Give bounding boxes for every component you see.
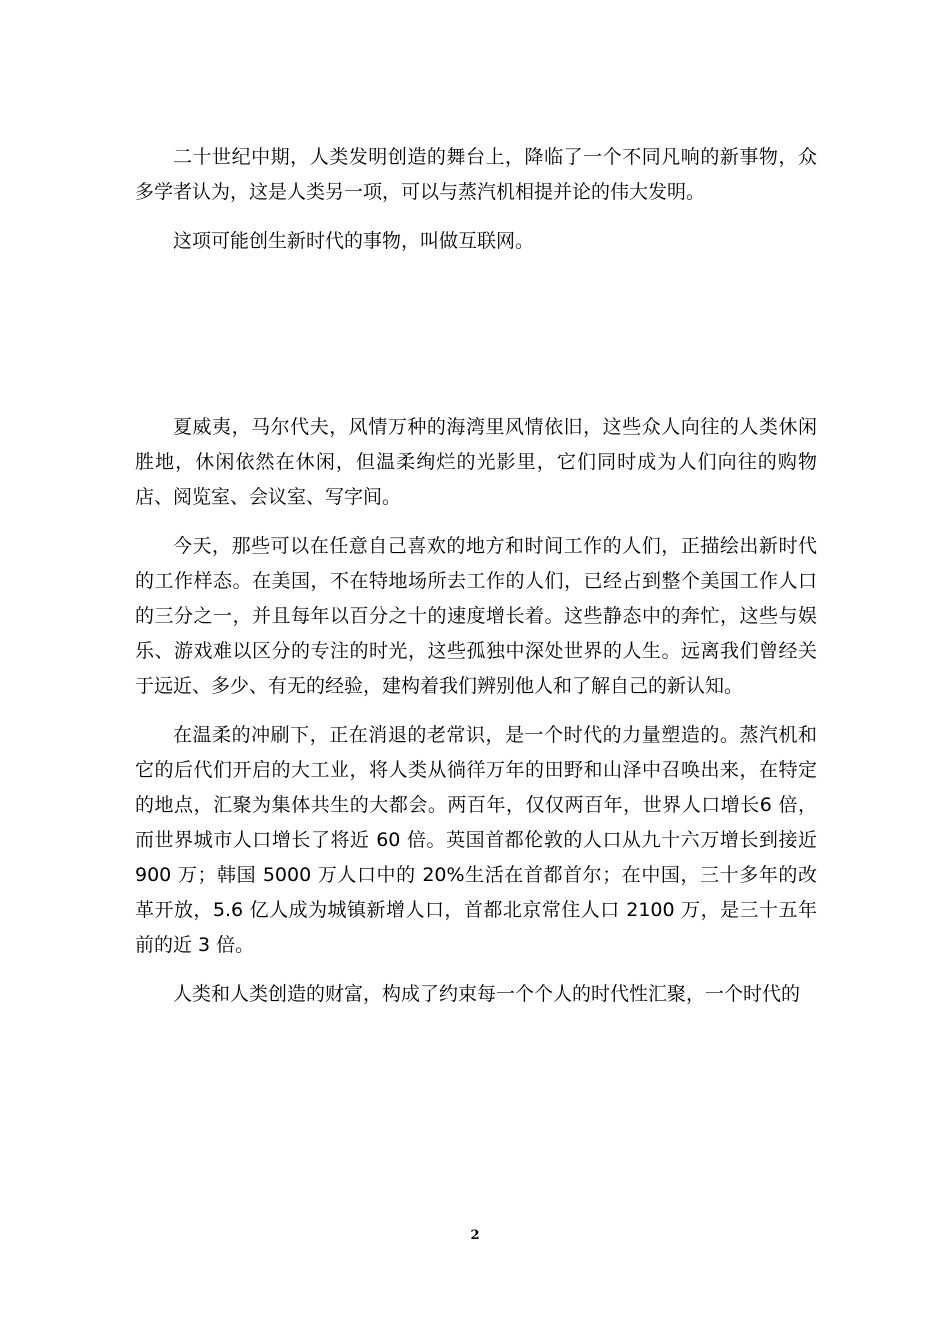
paragraph-4: 今天，那些可以在任意自己喜欢的地方和时间工作的人们，正描绘出新时代的工作样态。在美国，不在特地场所去工作的人们，已经占到整个美国工作人口的三分之一，并且每年以百分之十的速度增长着。这些静态中的奔忙，这些与娱乐、游戏难以区分的专注的时光，这些孤独中深处世界的人生。远离我们曾经关于远近、多少、有无的经验，建构着我们辨别他人和了解自己的新认知。 <box>135 535 817 697</box>
paragraph-6: 人类和人类创造的财富，构成了约束每一个个人的时代性汇聚，一个时代的 <box>173 983 801 1005</box>
paragraph-2: 这项可能创生新时代的事物，叫做互联网。 <box>173 230 535 252</box>
paragraph-5: 在温柔的冲刷下，正在消退的老常识，是一个时代的力量塑造的。蒸汽机和它的后代们开启的大工业，将人类从徜徉万年的田野和山泽中召唤出来，在特定的地点，汇聚为集体共生的大都会。两百年，仅仅两百年，世界人口增长6 倍，而世界城市人口增长了将近 60 倍。英国首都伦敦的人口从九十六万增长到接近 900 万；韩国 5000 万人口中的 20%生活在首都首尔；在中国，三十多年的改革开放，5.6 亿人成为城镇新增人口，首都北京常住人口 2100 万，是三十五年前的近 3 倍。 <box>135 724 817 956</box>
page-number: 2 <box>470 1228 480 1243</box>
paragraph-3: 夏威夷，马尔代夫，风情万种的海湾里风情依旧，这些众人向往的人类休闲胜地，休闲依然在休闲，但温柔绚烂的光影里，它们同时成为人们向往的购物店、阅览室、会议室、写字间。 <box>135 416 817 508</box>
paragraph-1: 二十世纪中期，人类发明创造的舞台上，降临了一个不同凡响的新事物，众多学者认为，这是人类另一项，可以与蒸汽机相提并论的伟大发明。 <box>135 146 817 203</box>
document-body <box>135 140 817 1012</box>
